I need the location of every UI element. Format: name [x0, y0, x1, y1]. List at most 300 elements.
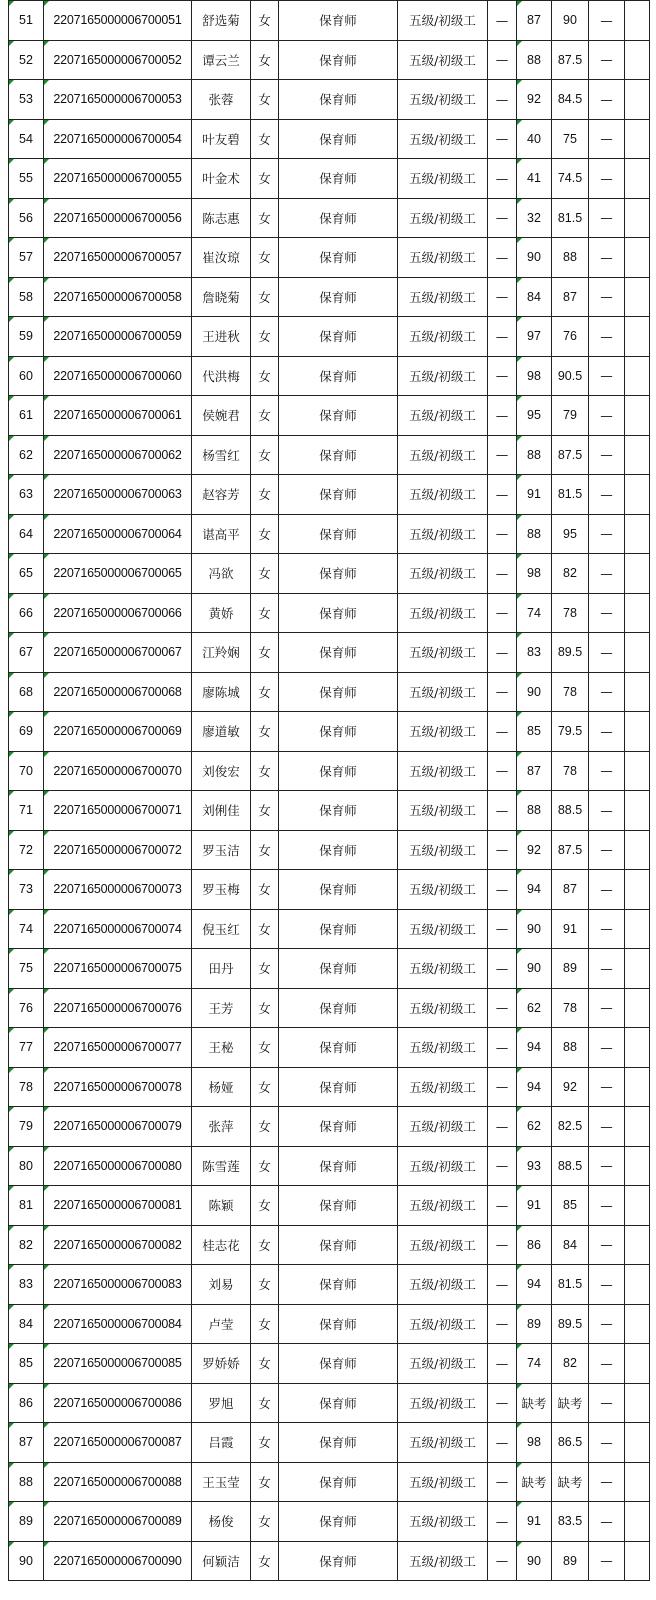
row-number-cell: 83: [9, 1265, 44, 1305]
occupation-cell: 保育师: [279, 830, 398, 870]
row-number-cell: 71: [9, 791, 44, 831]
candidate-name-cell: 杨雪红: [192, 435, 251, 475]
gender-cell: 女: [251, 791, 279, 831]
occupation-cell: 保育师: [279, 1107, 398, 1147]
placeholder-dash-cell: —: [488, 1067, 517, 1107]
table-row: [9, 198, 650, 238]
placeholder-dash-cell: —: [488, 356, 517, 396]
placeholder-dash-cell: —: [488, 1344, 517, 1384]
row-number-cell: 67: [9, 633, 44, 673]
theory-score-cell: 74: [517, 593, 552, 633]
placeholder-dash-cell: —: [488, 909, 517, 949]
ticket-number-cell: 2207165000006700077: [44, 1028, 192, 1068]
gender-cell: 女: [251, 1225, 279, 1265]
gender-cell: 女: [251, 475, 279, 515]
gender-cell: 女: [251, 1067, 279, 1107]
grade-level-cell: 五级/初级工: [398, 317, 488, 357]
practical-score-cell: 87: [552, 277, 589, 317]
grade-level-cell: 五级/初级工: [398, 1107, 488, 1147]
theory-score-cell: 缺考: [517, 1462, 552, 1502]
grade-level-cell: 五级/初级工: [398, 475, 488, 515]
occupation-cell: 保育师: [279, 396, 398, 436]
placeholder-dash-cell: —: [589, 80, 625, 120]
blank-cell-cell: [625, 1186, 650, 1226]
theory-score-cell: 94: [517, 1028, 552, 1068]
practical-score-cell: 79.5: [552, 712, 589, 752]
grade-level-cell: 五级/初级工: [398, 1225, 488, 1265]
ticket-number-cell: 2207165000006700083: [44, 1265, 192, 1305]
grade-level-cell: 五级/初级工: [398, 830, 488, 870]
row-number-cell: 80: [9, 1146, 44, 1186]
table-row: [9, 751, 650, 791]
theory-score-cell: 32: [517, 198, 552, 238]
candidate-name-cell: 罗娇娇: [192, 1344, 251, 1384]
blank-cell-cell: [625, 238, 650, 278]
practical-score-cell: 78: [552, 988, 589, 1028]
placeholder-dash-cell: —: [488, 633, 517, 673]
grade-level-cell: 五级/初级工: [398, 1344, 488, 1384]
placeholder-dash-cell: —: [488, 317, 517, 357]
row-number-cell: 89: [9, 1502, 44, 1542]
placeholder-dash-cell: —: [589, 1541, 625, 1581]
theory-score-cell: 缺考: [517, 1383, 552, 1423]
candidate-name-cell: 王芳: [192, 988, 251, 1028]
grade-level-cell: 五级/初级工: [398, 554, 488, 594]
grade-level-cell: 五级/初级工: [398, 80, 488, 120]
practical-score-cell: 79: [552, 396, 589, 436]
grade-level-cell: 五级/初级工: [398, 751, 488, 791]
grade-level-cell: 五级/初级工: [398, 1028, 488, 1068]
practical-score-cell: 82: [552, 1344, 589, 1384]
gender-cell: 女: [251, 435, 279, 475]
blank-cell-cell: [625, 1225, 650, 1265]
placeholder-dash-cell: —: [589, 751, 625, 791]
placeholder-dash-cell: —: [589, 1383, 625, 1423]
theory-score-cell: 94: [517, 1265, 552, 1305]
blank-cell-cell: [625, 1541, 650, 1581]
grade-level-cell: 五级/初级工: [398, 119, 488, 159]
placeholder-dash-cell: —: [488, 80, 517, 120]
gender-cell: 女: [251, 1423, 279, 1463]
grade-level-cell: 五级/初级工: [398, 356, 488, 396]
grade-level-cell: 五级/初级工: [398, 1, 488, 41]
ticket-number-cell: 2207165000006700055: [44, 159, 192, 199]
placeholder-dash-cell: —: [589, 1265, 625, 1305]
candidate-name-cell: 王进秋: [192, 317, 251, 357]
ticket-number-cell: 2207165000006700053: [44, 80, 192, 120]
practical-score-cell: 95: [552, 514, 589, 554]
occupation-cell: 保育师: [279, 514, 398, 554]
ticket-number-cell: 2207165000006700070: [44, 751, 192, 791]
candidate-name-cell: 侯婉君: [192, 396, 251, 436]
theory-score-cell: 94: [517, 870, 552, 910]
placeholder-dash-cell: —: [488, 1304, 517, 1344]
row-number-cell: 66: [9, 593, 44, 633]
table-row: [9, 1067, 650, 1107]
grade-level-cell: 五级/初级工: [398, 396, 488, 436]
theory-score-cell: 89: [517, 1304, 552, 1344]
placeholder-dash-cell: —: [488, 830, 517, 870]
placeholder-dash-cell: —: [589, 909, 625, 949]
gender-cell: 女: [251, 1541, 279, 1581]
placeholder-dash-cell: —: [589, 198, 625, 238]
practical-score-cell: 90.5: [552, 356, 589, 396]
row-number-cell: 54: [9, 119, 44, 159]
ticket-number-cell: 2207165000006700078: [44, 1067, 192, 1107]
placeholder-dash-cell: —: [589, 238, 625, 278]
candidate-name-cell: 张蓉: [192, 80, 251, 120]
blank-cell-cell: [625, 751, 650, 791]
ticket-number-cell: 2207165000006700066: [44, 593, 192, 633]
blank-cell-cell: [625, 277, 650, 317]
theory-score-cell: 98: [517, 356, 552, 396]
grade-level-cell: 五级/初级工: [398, 1462, 488, 1502]
practical-score-cell: 82: [552, 554, 589, 594]
candidate-name-cell: 吕霞: [192, 1423, 251, 1463]
candidate-name-cell: 叶金术: [192, 159, 251, 199]
occupation-cell: 保育师: [279, 1502, 398, 1542]
occupation-cell: 保育师: [279, 1265, 398, 1305]
blank-cell-cell: [625, 949, 650, 989]
grade-level-cell: 五级/初级工: [398, 1541, 488, 1581]
placeholder-dash-cell: —: [488, 1462, 517, 1502]
blank-cell-cell: [625, 554, 650, 594]
ticket-number-cell: 2207165000006700090: [44, 1541, 192, 1581]
table-row: [9, 593, 650, 633]
practical-score-cell: 88.5: [552, 791, 589, 831]
row-number-cell: 72: [9, 830, 44, 870]
theory-score-cell: 90: [517, 909, 552, 949]
grade-level-cell: 五级/初级工: [398, 198, 488, 238]
candidate-name-cell: 倪玉红: [192, 909, 251, 949]
theory-score-cell: 95: [517, 396, 552, 436]
gender-cell: 女: [251, 514, 279, 554]
theory-score-cell: 91: [517, 1186, 552, 1226]
occupation-cell: 保育师: [279, 1, 398, 41]
grade-level-cell: 五级/初级工: [398, 949, 488, 989]
placeholder-dash-cell: —: [488, 40, 517, 80]
row-number-cell: 74: [9, 909, 44, 949]
placeholder-dash-cell: —: [488, 1423, 517, 1463]
row-number-cell: 76: [9, 988, 44, 1028]
row-number-cell: 65: [9, 554, 44, 594]
placeholder-dash-cell: —: [589, 672, 625, 712]
table-row: [9, 356, 650, 396]
theory-score-cell: 87: [517, 1, 552, 41]
row-number-cell: 62: [9, 435, 44, 475]
blank-cell-cell: [625, 356, 650, 396]
ticket-number-cell: 2207165000006700056: [44, 198, 192, 238]
placeholder-dash-cell: —: [589, 949, 625, 989]
table-row: [9, 119, 650, 159]
placeholder-dash-cell: —: [589, 475, 625, 515]
candidate-name-cell: 崔汝琼: [192, 238, 251, 278]
ticket-number-cell: 2207165000006700060: [44, 356, 192, 396]
theory-score-cell: 62: [517, 1107, 552, 1147]
grade-level-cell: 五级/初级工: [398, 1502, 488, 1542]
candidate-name-cell: 谭云兰: [192, 40, 251, 80]
occupation-cell: 保育师: [279, 1383, 398, 1423]
gender-cell: 女: [251, 396, 279, 436]
ticket-number-cell: 2207165000006700074: [44, 909, 192, 949]
row-number-cell: 73: [9, 870, 44, 910]
candidate-name-cell: 刘俐佳: [192, 791, 251, 831]
theory-score-cell: 92: [517, 80, 552, 120]
blank-cell-cell: [625, 712, 650, 752]
candidate-name-cell: 谌高平: [192, 514, 251, 554]
row-number-cell: 51: [9, 1, 44, 41]
row-number-cell: 59: [9, 317, 44, 357]
gender-cell: 女: [251, 909, 279, 949]
candidate-name-cell: 罗玉洁: [192, 830, 251, 870]
ticket-number-cell: 2207165000006700062: [44, 435, 192, 475]
table-row: [9, 475, 650, 515]
theory-score-cell: 40: [517, 119, 552, 159]
candidate-name-cell: 江羚娴: [192, 633, 251, 673]
practical-score-cell: 88: [552, 238, 589, 278]
row-number-cell: 90: [9, 1541, 44, 1581]
theory-score-cell: 74: [517, 1344, 552, 1384]
placeholder-dash-cell: —: [488, 1028, 517, 1068]
practical-score-cell: 76: [552, 317, 589, 357]
candidate-name-cell: 罗旭: [192, 1383, 251, 1423]
table-row: [9, 1423, 650, 1463]
candidate-name-cell: 廖道敏: [192, 712, 251, 752]
table-row: [9, 1107, 650, 1147]
placeholder-dash-cell: —: [488, 1502, 517, 1542]
placeholder-dash-cell: —: [589, 159, 625, 199]
placeholder-dash-cell: —: [488, 198, 517, 238]
grade-level-cell: 五级/初级工: [398, 159, 488, 199]
row-number-cell: 84: [9, 1304, 44, 1344]
blank-cell-cell: [625, 80, 650, 120]
ticket-number-cell: 2207165000006700054: [44, 119, 192, 159]
occupation-cell: 保育师: [279, 672, 398, 712]
candidate-name-cell: 罗玉梅: [192, 870, 251, 910]
blank-cell-cell: [625, 1462, 650, 1502]
theory-score-cell: 92: [517, 830, 552, 870]
theory-score-cell: 88: [517, 791, 552, 831]
theory-score-cell: 62: [517, 988, 552, 1028]
blank-cell-cell: [625, 317, 650, 357]
occupation-cell: 保育师: [279, 80, 398, 120]
row-number-cell: 68: [9, 672, 44, 712]
placeholder-dash-cell: —: [589, 1502, 625, 1542]
candidate-name-cell: 桂志花: [192, 1225, 251, 1265]
practical-score-cell: 81.5: [552, 198, 589, 238]
row-number-cell: 61: [9, 396, 44, 436]
practical-score-cell: 83.5: [552, 1502, 589, 1542]
grade-level-cell: 五级/初级工: [398, 712, 488, 752]
candidate-name-cell: 叶友碧: [192, 119, 251, 159]
placeholder-dash-cell: —: [488, 672, 517, 712]
placeholder-dash-cell: —: [488, 1146, 517, 1186]
placeholder-dash-cell: —: [488, 1, 517, 41]
gender-cell: 女: [251, 159, 279, 199]
occupation-cell: 保育师: [279, 870, 398, 910]
theory-score-cell: 90: [517, 672, 552, 712]
candidate-name-cell: 廖陈城: [192, 672, 251, 712]
candidate-name-cell: 田丹: [192, 949, 251, 989]
placeholder-dash-cell: —: [589, 554, 625, 594]
row-number-cell: 70: [9, 751, 44, 791]
occupation-cell: 保育师: [279, 1462, 398, 1502]
placeholder-dash-cell: —: [488, 475, 517, 515]
occupation-cell: 保育师: [279, 40, 398, 80]
ticket-number-cell: 2207165000006700089: [44, 1502, 192, 1542]
table-row: [9, 1304, 650, 1344]
blank-cell-cell: [625, 40, 650, 80]
candidate-name-cell: 代洪梅: [192, 356, 251, 396]
placeholder-dash-cell: —: [589, 1186, 625, 1226]
candidate-name-cell: 王秘: [192, 1028, 251, 1068]
gender-cell: 女: [251, 317, 279, 357]
practical-score-cell: 87.5: [552, 435, 589, 475]
gender-cell: 女: [251, 1383, 279, 1423]
placeholder-dash-cell: —: [488, 1383, 517, 1423]
theory-score-cell: 88: [517, 40, 552, 80]
row-number-cell: 87: [9, 1423, 44, 1463]
table-row: [9, 909, 650, 949]
occupation-cell: 保育师: [279, 1225, 398, 1265]
placeholder-dash-cell: —: [589, 40, 625, 80]
table-row: [9, 396, 650, 436]
theory-score-cell: 90: [517, 949, 552, 989]
occupation-cell: 保育师: [279, 1146, 398, 1186]
ticket-number-cell: 2207165000006700088: [44, 1462, 192, 1502]
practical-score-cell: 89: [552, 949, 589, 989]
table-row: [9, 1383, 650, 1423]
ticket-number-cell: 2207165000006700067: [44, 633, 192, 673]
table-row: [9, 317, 650, 357]
row-number-cell: 52: [9, 40, 44, 80]
theory-score-cell: 88: [517, 514, 552, 554]
placeholder-dash-cell: —: [488, 949, 517, 989]
placeholder-dash-cell: —: [488, 554, 517, 594]
grade-level-cell: 五级/初级工: [398, 514, 488, 554]
blank-cell-cell: [625, 475, 650, 515]
grade-level-cell: 五级/初级工: [398, 1423, 488, 1463]
occupation-cell: 保育师: [279, 1541, 398, 1581]
placeholder-dash-cell: —: [589, 435, 625, 475]
ticket-number-cell: 2207165000006700085: [44, 1344, 192, 1384]
gender-cell: 女: [251, 1265, 279, 1305]
table-row: [9, 870, 650, 910]
ticket-number-cell: 2207165000006700073: [44, 870, 192, 910]
occupation-cell: 保育师: [279, 198, 398, 238]
placeholder-dash-cell: —: [488, 593, 517, 633]
occupation-cell: 保育师: [279, 435, 398, 475]
ticket-number-cell: 2207165000006700075: [44, 949, 192, 989]
table-row: [9, 791, 650, 831]
table-row: [9, 1225, 650, 1265]
blank-cell-cell: [625, 870, 650, 910]
placeholder-dash-cell: —: [589, 1304, 625, 1344]
blank-cell-cell: [625, 1028, 650, 1068]
grade-level-cell: 五级/初级工: [398, 435, 488, 475]
row-number-cell: 77: [9, 1028, 44, 1068]
row-number-cell: 88: [9, 1462, 44, 1502]
occupation-cell: 保育师: [279, 949, 398, 989]
occupation-cell: 保育师: [279, 119, 398, 159]
placeholder-dash-cell: —: [488, 1186, 517, 1226]
ticket-number-cell: 2207165000006700071: [44, 791, 192, 831]
row-number-cell: 60: [9, 356, 44, 396]
table-row: [9, 1028, 650, 1068]
grade-level-cell: 五级/初级工: [398, 672, 488, 712]
theory-score-cell: 88: [517, 435, 552, 475]
grade-level-cell: 五级/初级工: [398, 1146, 488, 1186]
blank-cell-cell: [625, 1383, 650, 1423]
grade-level-cell: 五级/初级工: [398, 791, 488, 831]
table-row: [9, 1186, 650, 1226]
table-row: [9, 435, 650, 475]
theory-score-cell: 90: [517, 1541, 552, 1581]
ticket-number-cell: 2207165000006700063: [44, 475, 192, 515]
table-row: [9, 1541, 650, 1581]
row-number-cell: 55: [9, 159, 44, 199]
occupation-cell: 保育师: [279, 1304, 398, 1344]
practical-score-cell: 87.5: [552, 830, 589, 870]
occupation-cell: 保育师: [279, 1186, 398, 1226]
gender-cell: 女: [251, 1304, 279, 1344]
placeholder-dash-cell: —: [488, 1225, 517, 1265]
table-row: [9, 1146, 650, 1186]
gender-cell: 女: [251, 277, 279, 317]
placeholder-dash-cell: —: [589, 396, 625, 436]
row-number-cell: 78: [9, 1067, 44, 1107]
blank-cell-cell: [625, 672, 650, 712]
ticket-number-cell: 2207165000006700058: [44, 277, 192, 317]
candidate-name-cell: 刘易: [192, 1265, 251, 1305]
blank-cell-cell: [625, 159, 650, 199]
practical-score-cell: 缺考: [552, 1383, 589, 1423]
practical-score-cell: 78: [552, 593, 589, 633]
ticket-number-cell: 2207165000006700061: [44, 396, 192, 436]
row-number-cell: 75: [9, 949, 44, 989]
blank-cell-cell: [625, 988, 650, 1028]
placeholder-dash-cell: —: [589, 633, 625, 673]
candidate-name-cell: 何颖洁: [192, 1541, 251, 1581]
blank-cell-cell: [625, 198, 650, 238]
placeholder-dash-cell: —: [488, 791, 517, 831]
occupation-cell: 保育师: [279, 159, 398, 199]
placeholder-dash-cell: —: [589, 870, 625, 910]
candidate-name-cell: 陈颖: [192, 1186, 251, 1226]
ticket-number-cell: 2207165000006700087: [44, 1423, 192, 1463]
practical-score-cell: 89: [552, 1541, 589, 1581]
practical-score-cell: 87.5: [552, 40, 589, 80]
placeholder-dash-cell: —: [488, 435, 517, 475]
occupation-cell: 保育师: [279, 593, 398, 633]
placeholder-dash-cell: —: [589, 1, 625, 41]
row-number-cell: 53: [9, 80, 44, 120]
gender-cell: 女: [251, 1, 279, 41]
table-row: [9, 1, 650, 41]
placeholder-dash-cell: —: [488, 396, 517, 436]
occupation-cell: 保育师: [279, 791, 398, 831]
placeholder-dash-cell: —: [589, 1067, 625, 1107]
occupation-cell: 保育师: [279, 317, 398, 357]
table-row: [9, 949, 650, 989]
placeholder-dash-cell: —: [488, 870, 517, 910]
placeholder-dash-cell: —: [589, 988, 625, 1028]
occupation-cell: 保育师: [279, 909, 398, 949]
blank-cell-cell: [625, 1146, 650, 1186]
table-row: [9, 40, 650, 80]
ticket-number-cell: 2207165000006700076: [44, 988, 192, 1028]
practical-score-cell: 86.5: [552, 1423, 589, 1463]
